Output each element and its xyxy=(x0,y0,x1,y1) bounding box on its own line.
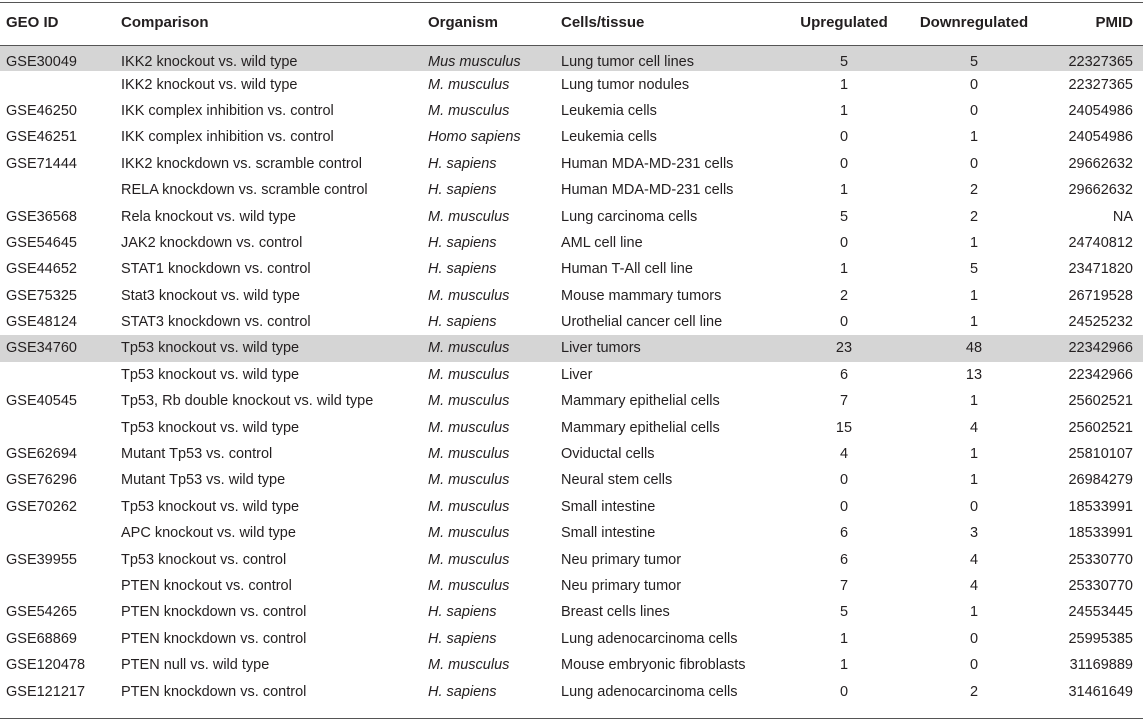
cell-comparison: PTEN knockdown vs. control xyxy=(121,630,307,647)
cell-organism: M. musculus xyxy=(428,419,510,436)
cell-downregulated: 4 xyxy=(969,551,979,568)
cell-pmid: 23471820 xyxy=(1068,261,1133,278)
cell-upregulated: 2 xyxy=(839,287,849,304)
header-upregulated: Upregulated xyxy=(775,0,913,45)
cell-comparison: PTEN knockdown vs. control xyxy=(121,683,307,700)
cell-pmid: 18533991 xyxy=(1068,498,1133,515)
cell-cells-tissue: AML cell line xyxy=(561,234,643,251)
cell-geo-id: GSE76296 xyxy=(6,472,77,489)
cell-downregulated: 4 xyxy=(969,419,979,436)
header-downregulated: Downregulated xyxy=(913,0,1035,45)
cell-upregulated: 0 xyxy=(839,234,849,251)
cell-comparison: Rela knockout vs. wild type xyxy=(121,208,296,225)
cell-comparison: STAT3 knockdown vs. control xyxy=(121,314,311,331)
cell-geo-id: GSE36568 xyxy=(6,208,77,225)
cell-pmid: 29662632 xyxy=(1068,182,1133,199)
cell-pmid: 26984279 xyxy=(1068,472,1133,489)
cell-downregulated: 0 xyxy=(969,76,979,93)
cell-pmid: 25330770 xyxy=(1068,551,1133,568)
cell-comparison: Mutant Tp53 vs. wild type xyxy=(121,472,286,489)
cell-upregulated: 23 xyxy=(775,335,913,361)
cell-pmid: 25602521 xyxy=(1068,419,1133,436)
cell-geo-id: GSE68869 xyxy=(6,630,77,647)
cell-downregulated: 0 xyxy=(969,498,979,515)
table-row xyxy=(0,652,1143,678)
cell-cells-tissue: Mouse embryonic fibroblasts xyxy=(561,657,746,674)
cell-organism: Homo sapiens xyxy=(428,129,521,146)
cell-pmid: 18533991 xyxy=(1068,525,1133,542)
cell-downregulated: 1 xyxy=(969,472,979,489)
cell-downregulated: 13 xyxy=(965,366,983,383)
header-pmid: PMID xyxy=(1035,0,1143,45)
cell-geo-id: GSE40545 xyxy=(6,393,77,410)
cell-organism: M. musculus xyxy=(428,287,510,304)
cell-downregulated: 2 xyxy=(969,208,979,225)
cell-pmid: 22327365 xyxy=(1035,45,1143,71)
cell-downregulated: 1 xyxy=(969,287,979,304)
cell-upregulated: 7 xyxy=(839,578,849,594)
cell-cells-tissue: Small intestine xyxy=(561,525,656,542)
cell-comparison: Stat3 knockout vs. wild type xyxy=(121,287,300,304)
cell-organism: H. sapiens xyxy=(428,261,497,278)
table-row xyxy=(0,626,1143,652)
cell-organism: Mus musculus xyxy=(422,45,555,71)
cell-organism: M. musculus xyxy=(428,525,510,542)
cell-cells-tissue: Lung adenocarcinoma cells xyxy=(561,630,738,647)
cell-organism: M. musculus xyxy=(428,578,510,594)
cell-geo-id: GSE54265 xyxy=(6,604,77,621)
cell-pmid: 24553445 xyxy=(1068,604,1133,621)
cell-downregulated: 4 xyxy=(969,578,979,594)
cell-organism: M. musculus xyxy=(428,76,510,93)
table-row xyxy=(0,45,1143,71)
cell-pmid: 29662632 xyxy=(1068,155,1133,172)
cell-geo-id: GSE71444 xyxy=(6,155,77,172)
cell-organism: M. musculus xyxy=(428,657,510,674)
cell-pmid: 31169889 xyxy=(1069,657,1133,674)
cell-upregulated: 0 xyxy=(839,155,849,172)
cell-cells-tissue: Lung tumor cell lines xyxy=(555,45,775,71)
table-row xyxy=(0,414,1143,440)
cell-comparison: Mutant Tp53 vs. control xyxy=(121,446,273,463)
cell-downregulated: 0 xyxy=(969,630,979,647)
cell-downregulated: 1 xyxy=(969,129,979,146)
cell-downregulated: 5 xyxy=(969,261,979,278)
cell-upregulated: 6 xyxy=(839,551,849,568)
cell-cells-tissue: Breast cells lines xyxy=(561,604,670,621)
cell-geo-id: GSE54645 xyxy=(6,234,77,251)
cell-organism: H. sapiens xyxy=(428,182,497,199)
cell-comparison: APC knockout vs. wild type xyxy=(121,525,296,542)
cell-comparison: PTEN null vs. wild type xyxy=(121,657,270,674)
table-row xyxy=(0,71,1143,97)
cell-geo-id xyxy=(0,362,115,388)
cell-downregulated: 48 xyxy=(913,335,1035,361)
cell-organism: M. musculus xyxy=(422,335,555,361)
cell-organism: H. sapiens xyxy=(428,630,497,647)
cell-comparison: PTEN knockdown vs. control xyxy=(121,604,307,621)
cell-geo-id: GSE39955 xyxy=(6,551,77,568)
cell-downregulated: 1 xyxy=(969,446,979,463)
table-row xyxy=(0,546,1143,572)
cell-organism: M. musculus xyxy=(428,551,510,568)
table-header xyxy=(0,0,1143,45)
header-organism: Organism xyxy=(422,0,555,45)
cell-organism: H. sapiens xyxy=(428,155,497,172)
cell-comparison: Tp53, Rb double knockout vs. wild type xyxy=(121,393,374,410)
table-body xyxy=(0,45,1143,705)
cell-geo-id xyxy=(0,414,115,440)
cell-cells-tissue: Urothelial cancer cell line xyxy=(561,314,723,331)
header-cells-tissue: Cells/tissue xyxy=(555,0,775,45)
cell-cells-tissue: Liver xyxy=(561,366,593,383)
cell-comparison: STAT1 knockdown vs. control xyxy=(121,261,311,278)
table-row xyxy=(0,124,1143,150)
cell-organism: M. musculus xyxy=(428,393,510,410)
cell-comparison: Tp53 knockout vs. wild type xyxy=(121,366,300,383)
cell-pmid: 24054986 xyxy=(1068,129,1133,146)
cell-geo-id xyxy=(0,573,115,599)
table-row xyxy=(0,678,1143,704)
table-row xyxy=(0,599,1143,625)
cell-organism: H. sapiens xyxy=(428,234,497,251)
cell-organism: M. musculus xyxy=(428,102,510,119)
cell-cells-tissue: Lung tumor nodules xyxy=(561,76,690,93)
cell-comparison: IKK2 knockout vs. wild type xyxy=(121,76,298,93)
cell-organism: H. sapiens xyxy=(428,683,497,700)
cell-geo-id: GSE44652 xyxy=(6,261,77,278)
cell-comparison: IKK complex inhibition vs. control xyxy=(121,102,334,119)
table-row xyxy=(0,283,1143,309)
cell-comparison: Tp53 knockout vs. wild type xyxy=(121,498,300,515)
cell-downregulated: 1 xyxy=(969,604,979,621)
cell-pmid: 24525232 xyxy=(1068,314,1133,331)
cell-upregulated: 0 xyxy=(839,683,849,700)
cell-pmid: 25995385 xyxy=(1068,630,1133,647)
cell-upregulated: 7 xyxy=(839,393,849,410)
cell-upregulated: 1 xyxy=(839,76,849,93)
table-row xyxy=(0,98,1143,124)
header-geo-id: GEO ID xyxy=(0,0,115,45)
table-row xyxy=(0,573,1143,599)
cell-comparison: RELA knockdown vs. scramble control xyxy=(121,182,368,199)
cell-cells-tissue: Neu primary tumor xyxy=(561,551,682,568)
cell-geo-id: GSE30049 xyxy=(0,45,115,71)
cell-upregulated: 15 xyxy=(835,419,853,436)
table-row xyxy=(0,467,1143,493)
cell-cells-tissue: Mammary epithelial cells xyxy=(561,393,720,410)
table-row xyxy=(0,309,1143,335)
table-row xyxy=(0,335,1143,361)
table-row xyxy=(0,256,1143,282)
cell-geo-id xyxy=(0,71,115,97)
cell-comparison: JAK2 knockdown vs. control xyxy=(121,234,303,251)
cell-upregulated: 6 xyxy=(839,525,849,542)
cell-comparison: IKK complex inhibition vs. control xyxy=(121,129,334,146)
table-row xyxy=(0,203,1143,229)
cell-pmid: 24054986 xyxy=(1068,102,1133,119)
cell-pmid: 26719528 xyxy=(1068,287,1133,304)
table-row xyxy=(0,388,1143,414)
cell-upregulated: 1 xyxy=(839,657,849,674)
cell-cells-tissue: Human T-All cell line xyxy=(561,261,693,278)
cell-upregulated: 0 xyxy=(839,472,849,489)
cell-upregulated: 0 xyxy=(839,498,849,515)
cell-downregulated: 3 xyxy=(969,525,979,542)
table-row xyxy=(0,177,1143,203)
cell-pmid: 31461649 xyxy=(1068,683,1133,700)
table-row xyxy=(0,151,1143,177)
cell-cells-tissue: Neural stem cells xyxy=(561,472,673,489)
cell-comparison: IKK2 knockout vs. wild type xyxy=(115,45,422,71)
cell-comparison: Tp53 knockout vs. wild type xyxy=(121,419,300,436)
cell-comparison: Tp53 knockout vs. wild type xyxy=(115,335,422,361)
cell-upregulated: 5 xyxy=(839,604,849,621)
cell-downregulated: 5 xyxy=(913,45,1035,71)
cell-geo-id: GSE75325 xyxy=(6,287,77,304)
cell-pmid: 25810107 xyxy=(1068,446,1133,463)
cell-pmid: 25602521 xyxy=(1068,393,1133,410)
cell-cells-tissue: Mammary epithelial cells xyxy=(561,419,720,436)
cell-geo-id: GSE46250 xyxy=(6,102,77,119)
cell-cells-tissue: Mouse mammary tumors xyxy=(561,287,722,304)
cell-cells-tissue: Small intestine xyxy=(561,498,656,515)
cell-pmid: 22342966 xyxy=(1035,335,1143,361)
cell-geo-id: GSE46251 xyxy=(6,129,77,146)
cell-organism: M. musculus xyxy=(428,366,510,383)
cell-comparison: Tp53 knockout vs. control xyxy=(121,551,287,568)
cell-organism: H. sapiens xyxy=(428,604,497,621)
cell-comparison: PTEN knockout vs. control xyxy=(121,578,292,594)
cell-upregulated: 0 xyxy=(839,314,849,331)
cell-geo-id: GSE34760 xyxy=(0,335,115,361)
cell-comparison: IKK2 knockdown vs. scramble control xyxy=(121,155,362,172)
cell-upregulated: 6 xyxy=(839,366,849,383)
table-row xyxy=(0,494,1143,520)
cell-cells-tissue: Liver tumors xyxy=(555,335,775,361)
cell-organism: H. sapiens xyxy=(428,314,497,331)
cell-organism: M. musculus xyxy=(428,498,510,515)
cell-pmid: 22327365 xyxy=(1068,76,1133,93)
cell-cells-tissue: Lung adenocarcinoma cells xyxy=(561,683,738,700)
cell-upregulated: 4 xyxy=(839,446,849,463)
table-row xyxy=(0,441,1143,467)
cell-upregulated: 5 xyxy=(839,208,849,225)
cell-geo-id xyxy=(0,520,115,546)
cell-geo-id: GSE70262 xyxy=(6,498,77,515)
cell-geo-id: GSE121217 xyxy=(6,683,86,700)
cell-cells-tissue: Oviductal cells xyxy=(561,446,655,463)
cell-cells-tissue: Lung carcinoma cells xyxy=(561,208,698,225)
cell-pmid: NA xyxy=(1112,208,1133,225)
cell-upregulated: 1 xyxy=(839,630,849,647)
cell-cells-tissue: Human MDA-MD-231 cells xyxy=(561,182,734,199)
bottom-rule xyxy=(0,718,1143,719)
cell-downregulated: 1 xyxy=(969,314,979,331)
header-comparison: Comparison xyxy=(115,0,422,45)
cell-organism: M. musculus xyxy=(428,472,510,489)
table-row xyxy=(0,520,1143,546)
cell-geo-id: GSE62694 xyxy=(6,446,77,463)
cell-downregulated: 0 xyxy=(969,155,979,172)
cell-upregulated: 1 xyxy=(839,102,849,119)
cell-geo-id: GSE48124 xyxy=(6,314,77,331)
cell-pmid: 25330770 xyxy=(1068,578,1133,594)
cell-downregulated: 0 xyxy=(969,102,979,119)
cell-downregulated: 1 xyxy=(969,393,979,410)
cell-organism: M. musculus xyxy=(428,446,510,463)
cell-downregulated: 1 xyxy=(969,234,979,251)
cell-downregulated: 2 xyxy=(969,683,979,700)
cell-pmid: 24740812 xyxy=(1068,234,1133,251)
cell-upregulated: 1 xyxy=(839,182,849,199)
cell-upregulated: 5 xyxy=(775,45,913,71)
cell-organism: M. musculus xyxy=(428,208,510,225)
cell-geo-id: GSE120478 xyxy=(6,657,86,674)
table-row xyxy=(0,362,1143,388)
cell-upregulated: 0 xyxy=(839,129,849,146)
cell-downregulated: 0 xyxy=(969,657,979,674)
cell-cells-tissue: Neu primary tumor xyxy=(561,578,682,594)
cell-cells-tissue: Human MDA-MD-231 cells xyxy=(561,155,734,172)
header-row xyxy=(0,0,1143,45)
cell-cells-tissue: Leukemia cells xyxy=(561,129,657,146)
cell-pmid: 22342966 xyxy=(1068,366,1133,383)
cell-geo-id xyxy=(0,177,115,203)
table-row xyxy=(0,230,1143,256)
cell-cells-tissue: Leukemia cells xyxy=(561,102,657,119)
cell-downregulated: 2 xyxy=(969,182,979,199)
cell-upregulated: 1 xyxy=(839,261,849,278)
